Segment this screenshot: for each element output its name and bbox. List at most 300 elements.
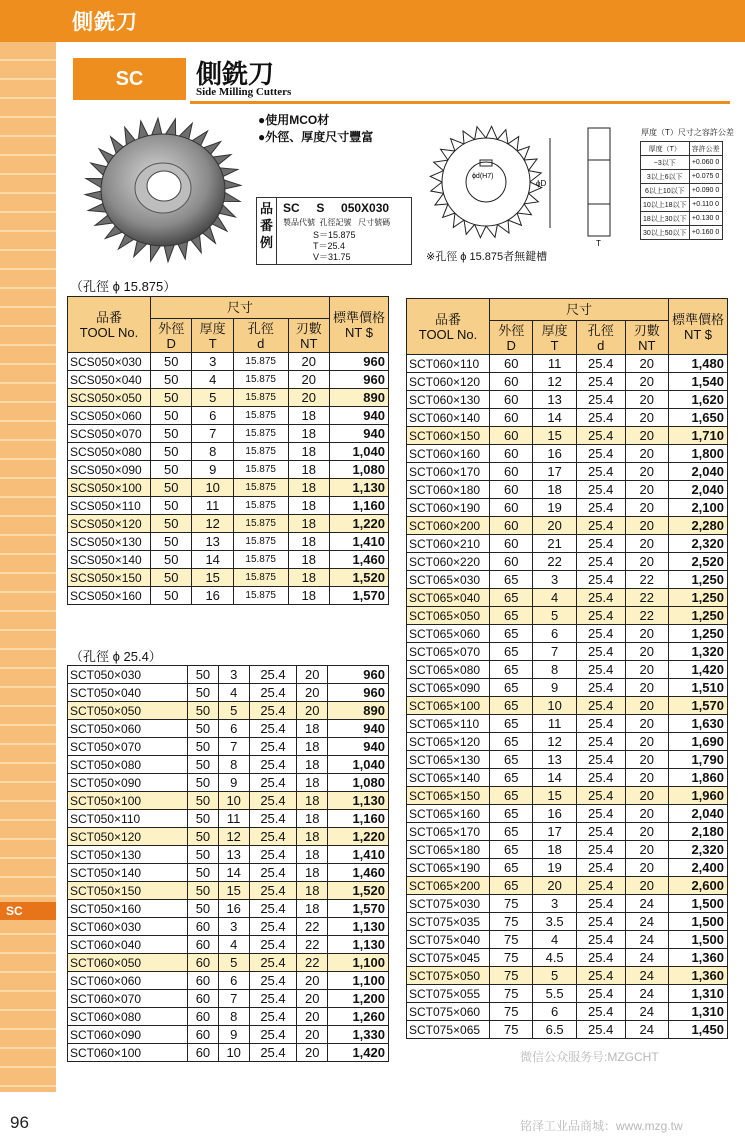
cell-teeth: 22 (625, 589, 668, 607)
cell-teeth: 18 (297, 882, 328, 900)
cell-bore: 25.4 (249, 846, 297, 864)
cell-code: SCT065×070 (407, 643, 490, 661)
table-row (68, 515, 389, 533)
cell-thickness: 6 (192, 407, 233, 425)
cell-bore: 15.875 (233, 533, 288, 551)
cell-teeth: 20 (625, 499, 668, 517)
col-d-header: 孔徑 d (233, 319, 288, 353)
cell-teeth: 20 (297, 1044, 328, 1062)
cell-code: SCT050×140 (68, 864, 188, 882)
cell-thickness: 10 (192, 479, 233, 497)
table-row (407, 571, 728, 589)
cell-bore: 25.4 (576, 841, 625, 859)
cell-teeth: 18 (288, 479, 329, 497)
cell-teeth: 18 (288, 497, 329, 515)
cell-price: 1,630 (669, 715, 728, 733)
cell-thickness: 12 (218, 828, 249, 846)
cell-diameter: 65 (490, 571, 533, 589)
cell-thickness: 6 (218, 720, 249, 738)
cell-teeth: 18 (288, 407, 329, 425)
cell-thickness: 6.5 (533, 1021, 576, 1039)
cell-diameter: 60 (188, 990, 219, 1008)
cell-teeth: 24 (625, 913, 668, 931)
table-row (68, 1008, 389, 1026)
cell-diameter: 50 (188, 756, 219, 774)
cell-thickness: 3 (218, 666, 249, 684)
cell-teeth: 20 (625, 643, 668, 661)
example-value: T＝25.4 (313, 241, 346, 251)
cell-code: SCT050×050 (68, 702, 188, 720)
table-row (407, 859, 728, 877)
table-row (68, 846, 389, 864)
cell-diameter: 50 (151, 461, 192, 479)
cell-thickness: 14 (533, 409, 576, 427)
banner-title: 側銑刀 (72, 11, 138, 34)
cell-bore: 25.4 (576, 985, 625, 1003)
table-row (407, 661, 728, 679)
cell-teeth: 18 (297, 828, 328, 846)
cell-code: SCS050×050 (68, 389, 151, 407)
table-row (407, 841, 728, 859)
cell-price: 890 (328, 702, 389, 720)
cell-code: SCS050×100 (68, 479, 151, 497)
cell-teeth: 18 (288, 515, 329, 533)
cell-diameter: 50 (151, 497, 192, 515)
cell-thickness: 16 (533, 445, 576, 463)
cell-bore: 25.4 (249, 1008, 297, 1026)
cell-diameter: 75 (490, 913, 533, 931)
cell-price: 1,310 (669, 1003, 728, 1021)
cell-teeth: 18 (297, 810, 328, 828)
cell-diameter: 65 (490, 679, 533, 697)
cell-thickness: 7 (192, 425, 233, 443)
cell-thickness: 14 (218, 864, 249, 882)
table-row (407, 499, 728, 517)
cell-price: 940 (328, 720, 389, 738)
col-price-header: 標準價格 NT $ (669, 299, 728, 355)
cell-code: SCT060×080 (68, 1008, 188, 1026)
table-row (68, 666, 389, 684)
cell-code: SCT060×120 (407, 373, 490, 391)
col-dims-header: 尺寸 (151, 297, 330, 319)
table-row (68, 353, 389, 371)
cell-bore: 25.4 (576, 355, 625, 373)
table-row (407, 967, 728, 985)
cell-diameter: 75 (490, 967, 533, 985)
cell-thickness: 9 (218, 1026, 249, 1044)
cell-bore: 25.4 (576, 751, 625, 769)
cell-code: SCT060×200 (407, 517, 490, 535)
cell-teeth: 18 (297, 792, 328, 810)
cell-diameter: 65 (490, 589, 533, 607)
cell-code: SCS050×030 (68, 353, 151, 371)
col-dims-header: 尺寸 (490, 299, 669, 321)
table-row (68, 569, 389, 587)
cell-teeth: 22 (625, 607, 668, 625)
cell-thickness: 20 (533, 517, 576, 535)
side-tab-sc[interactable]: SC (0, 902, 56, 920)
cell-price: 1,570 (669, 697, 728, 715)
section-subtitle: Side Milling Cutters (196, 86, 292, 98)
cell-teeth: 20 (625, 679, 668, 697)
cell-bore: 25.4 (249, 738, 297, 756)
cell-price: 1,420 (328, 1044, 389, 1062)
section-badge: SC (73, 58, 186, 100)
cell-bore: 25.4 (249, 864, 297, 882)
cell-diameter: 65 (490, 751, 533, 769)
cell-thickness: 4 (533, 589, 576, 607)
cell-diameter: 50 (188, 738, 219, 756)
cell-bore: 25.4 (576, 535, 625, 553)
cell-code: SCT065×080 (407, 661, 490, 679)
cell-price: 1,620 (669, 391, 728, 409)
col-T-header: 厚度 T (192, 319, 233, 353)
cell-bore: 25.4 (576, 697, 625, 715)
cell-diameter: 75 (490, 895, 533, 913)
cell-teeth: 20 (625, 463, 668, 481)
table-row (407, 553, 728, 571)
cell-diameter: 65 (490, 859, 533, 877)
table-row (68, 828, 389, 846)
cell-bore: 25.4 (576, 643, 625, 661)
cell-thickness: 15 (533, 787, 576, 805)
table-row (68, 756, 389, 774)
cell-diameter: 60 (188, 972, 219, 990)
cell-teeth: 18 (288, 443, 329, 461)
cell-bore: 25.4 (576, 373, 625, 391)
cell-teeth: 20 (625, 769, 668, 787)
col-d-header: 孔徑 d (576, 321, 625, 355)
cell-diameter: 50 (151, 371, 192, 389)
tol-value: +0.060 0 (689, 156, 722, 170)
section-title: 側銑刀 (196, 59, 275, 89)
table-row (68, 810, 389, 828)
cell-bore: 25.4 (576, 517, 625, 535)
cell-thickness: 12 (192, 515, 233, 533)
cell-code: SCT075×055 (407, 985, 490, 1003)
table-row (407, 823, 728, 841)
cell-teeth: 18 (297, 846, 328, 864)
cell-thickness: 4 (218, 936, 249, 954)
cell-price: 1,250 (669, 589, 728, 607)
cell-price: 1,130 (328, 936, 389, 954)
cell-price: 1,040 (330, 443, 389, 461)
cell-thickness: 5.5 (533, 985, 576, 1003)
cell-price: 2,040 (669, 463, 728, 481)
cell-teeth: 18 (297, 738, 328, 756)
cell-code: SCT060×220 (407, 553, 490, 571)
table-row (407, 643, 728, 661)
cell-price: 1,130 (328, 918, 389, 936)
cell-diameter: 50 (188, 882, 219, 900)
table-row (68, 990, 389, 1008)
cell-thickness: 20 (533, 877, 576, 895)
table-row (407, 913, 728, 931)
cell-bore: 25.4 (576, 463, 625, 481)
cell-diameter: 50 (151, 443, 192, 461)
cell-code: SCT050×060 (68, 720, 188, 738)
cell-bore: 15.875 (233, 587, 288, 605)
cell-diameter: 50 (188, 684, 219, 702)
cell-price: 1,800 (669, 445, 728, 463)
cell-teeth: 24 (625, 985, 668, 1003)
cell-bore: 25.4 (576, 805, 625, 823)
table-row (407, 1003, 728, 1021)
cell-diameter: 75 (490, 949, 533, 967)
cell-code: SCT050×030 (68, 666, 188, 684)
cell-thickness: 16 (218, 900, 249, 918)
table-row (407, 697, 728, 715)
cell-diameter: 65 (490, 625, 533, 643)
cell-diameter: 50 (151, 515, 192, 533)
cell-diameter: 65 (490, 643, 533, 661)
cell-teeth: 20 (625, 697, 668, 715)
cell-price: 1,460 (328, 864, 389, 882)
cell-code: SCT075×035 (407, 913, 490, 931)
cell-diameter: 50 (151, 407, 192, 425)
cell-diameter: 75 (490, 1021, 533, 1039)
cell-diameter: 75 (490, 1003, 533, 1021)
cell-diameter: 60 (490, 391, 533, 409)
cell-bore: 15.875 (233, 479, 288, 497)
cell-code: SCT065×090 (407, 679, 490, 697)
cell-teeth: 18 (297, 900, 328, 918)
cell-thickness: 11 (192, 497, 233, 515)
table-row (407, 463, 728, 481)
cell-code: SCS050×070 (68, 425, 151, 443)
cell-code: SCS050×110 (68, 497, 151, 515)
cell-code: SCT065×030 (407, 571, 490, 589)
cell-diameter: 65 (490, 805, 533, 823)
header-divider (190, 101, 730, 104)
cell-thickness: 14 (192, 551, 233, 569)
keyway-note: ※孔徑 ϕ 15.875者無鍵槽 (426, 251, 548, 263)
cell-price: 2,400 (669, 859, 728, 877)
cell-diameter: 50 (151, 353, 192, 371)
cell-code: SCT065×190 (407, 859, 490, 877)
cell-thickness: 8 (218, 1008, 249, 1026)
cell-price: 1,080 (328, 774, 389, 792)
cell-price: 1,220 (330, 515, 389, 533)
table-row (68, 702, 389, 720)
table-row (407, 769, 728, 787)
table-row (407, 409, 728, 427)
cell-price: 1,410 (328, 846, 389, 864)
price-table-scs (67, 296, 389, 605)
cell-diameter: 65 (490, 661, 533, 679)
cell-price: 1,520 (328, 882, 389, 900)
cell-bore: 15.875 (233, 353, 288, 371)
cell-teeth: 18 (288, 533, 329, 551)
cell-bore: 25.4 (576, 445, 625, 463)
cell-teeth: 22 (297, 918, 328, 936)
cell-bore: 15.875 (233, 371, 288, 389)
cell-diameter: 50 (151, 389, 192, 407)
cell-price: 1,130 (328, 792, 389, 810)
table-row (68, 497, 389, 515)
cell-thickness: 13 (533, 751, 576, 769)
cell-code: SCT075×065 (407, 1021, 490, 1039)
cell-thickness: 5 (192, 389, 233, 407)
cell-teeth: 20 (625, 481, 668, 499)
example-label: 品番例 (257, 198, 277, 264)
thickness-dim-label: T (596, 239, 601, 248)
tol-range: 18以上30以下 (641, 212, 690, 226)
cell-bore: 25.4 (576, 625, 625, 643)
cell-diameter: 60 (490, 553, 533, 571)
cell-diameter: 60 (188, 1026, 219, 1044)
cell-bore: 15.875 (233, 515, 288, 533)
cell-code: SCT050×160 (68, 900, 188, 918)
table-row (407, 877, 728, 895)
cell-diameter: 50 (151, 587, 192, 605)
cell-teeth: 18 (297, 864, 328, 882)
cell-bore: 25.4 (249, 900, 297, 918)
cell-price: 940 (328, 738, 389, 756)
tol-value: +0.110 0 (689, 198, 722, 212)
feature-material: ●使用MCO材 (258, 113, 330, 127)
table-row (407, 715, 728, 733)
cell-bore: 15.875 (233, 551, 288, 569)
cell-thickness: 9 (218, 774, 249, 792)
cell-thickness: 8 (192, 443, 233, 461)
cell-code: SCS050×130 (68, 533, 151, 551)
cell-thickness: 12 (533, 733, 576, 751)
cell-code: SCT065×130 (407, 751, 490, 769)
cell-thickness: 15 (192, 569, 233, 587)
cell-price: 2,040 (669, 481, 728, 499)
cell-teeth: 20 (625, 733, 668, 751)
cell-thickness: 21 (533, 535, 576, 553)
cell-teeth: 20 (297, 990, 328, 1008)
cell-diameter: 50 (151, 479, 192, 497)
table-row (407, 373, 728, 391)
cell-code: SCT060×150 (407, 427, 490, 445)
table-row (68, 587, 389, 605)
cell-diameter: 60 (188, 918, 219, 936)
cell-bore: 25.4 (576, 733, 625, 751)
cell-thickness: 9 (533, 679, 576, 697)
table-row (68, 720, 389, 738)
cell-bore: 25.4 (249, 756, 297, 774)
cell-code: SCS050×140 (68, 551, 151, 569)
cell-diameter: 60 (490, 535, 533, 553)
cell-thickness: 22 (533, 553, 576, 571)
cell-diameter: 65 (490, 733, 533, 751)
cell-thickness: 17 (533, 823, 576, 841)
cell-bore: 25.4 (249, 702, 297, 720)
cell-bore: 25.4 (249, 774, 297, 792)
table-row (68, 551, 389, 569)
table-row (68, 443, 389, 461)
table-row (407, 751, 728, 769)
feature-sizes: ●外徑、厚度尺寸豐富 (258, 130, 374, 144)
cell-thickness: 18 (533, 841, 576, 859)
cell-code: SCS050×160 (68, 587, 151, 605)
cell-teeth: 24 (625, 931, 668, 949)
table-row (407, 931, 728, 949)
cell-thickness: 16 (192, 587, 233, 605)
cell-thickness: 4 (533, 931, 576, 949)
cell-bore: 15.875 (233, 497, 288, 515)
cell-thickness: 3 (218, 918, 249, 936)
cell-price: 1,160 (328, 810, 389, 828)
cell-teeth: 20 (625, 841, 668, 859)
cell-code: SCS050×150 (68, 569, 151, 587)
cell-thickness: 7 (218, 990, 249, 1008)
cell-teeth: 20 (625, 715, 668, 733)
cell-teeth: 24 (625, 949, 668, 967)
cell-diameter: 65 (490, 607, 533, 625)
cell-price: 1,500 (669, 931, 728, 949)
cell-code: SCT060×180 (407, 481, 490, 499)
col-code-header: 品番 TOOL No. (68, 297, 151, 353)
cell-teeth: 20 (625, 787, 668, 805)
table-row (407, 733, 728, 751)
cutter-photo (78, 112, 248, 270)
tolerance-table (640, 141, 723, 240)
table-row (68, 1044, 389, 1062)
price-table-sct-right (406, 298, 728, 1039)
cell-price: 940 (330, 425, 389, 443)
cell-thickness: 7 (218, 738, 249, 756)
cell-code: SCT065×160 (407, 805, 490, 823)
cell-code: SCT050×110 (68, 810, 188, 828)
cell-diameter: 60 (188, 936, 219, 954)
cell-price: 1,330 (328, 1026, 389, 1044)
cell-diameter: 50 (151, 551, 192, 569)
cell-teeth: 20 (625, 751, 668, 769)
cell-code: SCT050×040 (68, 684, 188, 702)
cell-teeth: 20 (625, 823, 668, 841)
table-row (68, 918, 389, 936)
cell-bore: 25.4 (576, 1021, 625, 1039)
cell-bore: 25.4 (576, 409, 625, 427)
cell-bore: 25.4 (249, 1026, 297, 1044)
cell-bore: 25.4 (576, 895, 625, 913)
tol-range: 6以上10以下 (641, 184, 690, 198)
cell-diameter: 50 (188, 828, 219, 846)
cell-diameter: 50 (188, 810, 219, 828)
cell-price: 2,520 (669, 553, 728, 571)
cell-teeth: 20 (288, 389, 329, 407)
cell-teeth: 24 (625, 1003, 668, 1021)
cell-bore: 25.4 (576, 715, 625, 733)
cell-diameter: 60 (490, 409, 533, 427)
table-row (407, 517, 728, 535)
cell-teeth: 20 (625, 625, 668, 643)
cell-code: SCT060×100 (68, 1044, 188, 1062)
cell-teeth: 20 (288, 353, 329, 371)
cell-bore: 25.4 (249, 792, 297, 810)
cell-thickness: 11 (533, 715, 576, 733)
cell-code: SCT060×190 (407, 499, 490, 517)
cell-thickness: 4.5 (533, 949, 576, 967)
table-row (68, 1026, 389, 1044)
table-row (407, 535, 728, 553)
cell-code: SCT060×090 (68, 1026, 188, 1044)
cell-thickness: 5 (218, 702, 249, 720)
table-row (407, 589, 728, 607)
cell-teeth: 18 (297, 756, 328, 774)
cell-price: 960 (330, 371, 389, 389)
cell-teeth: 20 (625, 409, 668, 427)
cell-thickness: 15 (218, 882, 249, 900)
table-row (407, 355, 728, 373)
cell-code: SCT060×160 (407, 445, 490, 463)
cell-price: 890 (330, 389, 389, 407)
cell-price: 1,160 (330, 497, 389, 515)
